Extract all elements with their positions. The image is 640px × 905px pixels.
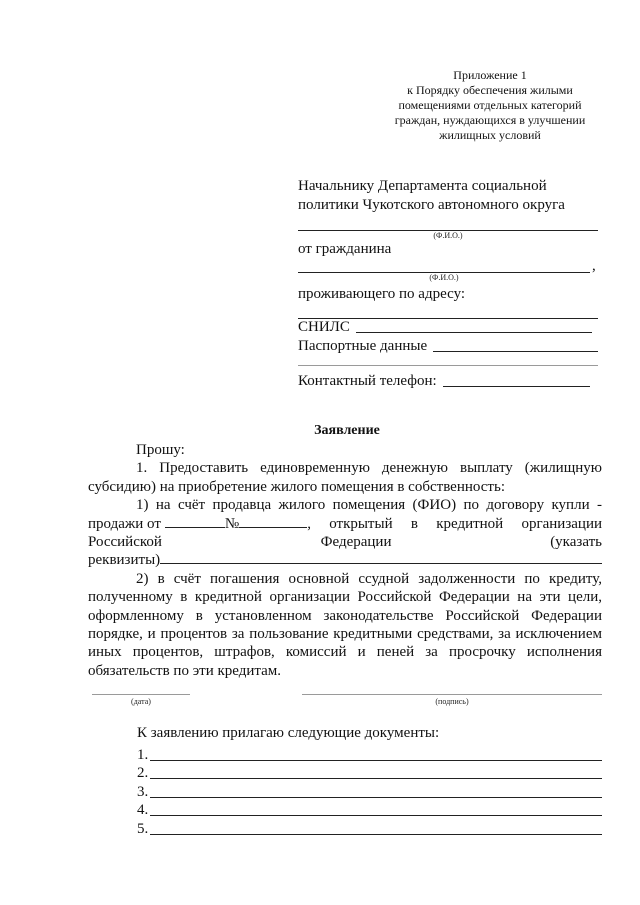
phone-row [298, 371, 590, 391]
passport-label: Паспортные данные [298, 338, 428, 354]
snils-label: СНИЛС [298, 319, 350, 335]
phone-field[interactable] [443, 371, 590, 387]
attachments-label: К заявлению прилагаю следующие документы: [137, 725, 440, 741]
list-item [137, 782, 602, 801]
addressee-line-1: Начальнику Департамента социальной [298, 178, 547, 194]
word-federation: Федерации [320, 534, 392, 551]
attachment-field[interactable] [150, 834, 602, 835]
attachment-field[interactable] [150, 760, 602, 761]
word-russian: Российской [88, 534, 162, 551]
appendix-line: Приложение 1 [453, 68, 527, 82]
attachment-number: 2. [137, 765, 149, 781]
requisites-label: реквизиты) [88, 552, 161, 569]
attachment-number: 3. [137, 783, 149, 800]
list-item [137, 745, 602, 764]
bank-opened-text [307, 515, 602, 533]
date-field[interactable] [92, 694, 190, 695]
signature-field[interactable] [302, 694, 602, 695]
attachment-number: 4. [137, 802, 149, 818]
list-item [137, 801, 602, 820]
fio-caption-1: (Ф.И.О.) [433, 231, 463, 240]
contract-date-field[interactable] [165, 527, 225, 528]
addressee-line-2: политики Чукотского автономного округа [298, 197, 565, 213]
contract-number-field[interactable] [239, 527, 307, 528]
paragraph-1-1-line-b [88, 515, 602, 533]
appendix-line: помещениями отдельных категорий [398, 98, 582, 112]
bank-opened-label: , открытый в кредитной организации [307, 515, 602, 532]
phone-label: Контактный телефон: [298, 373, 437, 389]
attachment-number: 1. [137, 746, 149, 763]
attachment-field[interactable] [150, 797, 602, 798]
appendix-line: граждан, нуждающихся в улучшении [394, 113, 586, 127]
attachments-list [137, 725, 602, 838]
sale-date-label: продажи от [88, 515, 161, 532]
statement-body [88, 441, 602, 680]
passport-row [298, 336, 598, 356]
snils-row [298, 317, 598, 337]
paragraph-1-1-line-a: 1) на счёт продавца жилого помещения (ФИО) по договору купли - [136, 497, 602, 514]
statement-title: Заявление [314, 423, 380, 438]
residing-label: проживающего по адресу: [298, 286, 466, 302]
appendix-header [380, 68, 600, 143]
requisites-field[interactable] [160, 563, 602, 564]
attachment-field[interactable] [150, 778, 602, 779]
word-specify: (указать [550, 534, 602, 551]
appendix-line: жилищных условий [439, 128, 541, 142]
contract-number-label: № [224, 515, 240, 532]
signature-caption: (подпись) [435, 697, 469, 706]
comma: , [592, 258, 596, 274]
passport-field[interactable] [433, 336, 598, 352]
paragraph-1-1-line-d [88, 551, 602, 569]
date-caption: (дата) [131, 697, 151, 706]
fio-caption-2: (Ф.И.О.) [429, 273, 459, 282]
ask-label: Прошу: [136, 442, 185, 458]
paragraph-2: 2) в счёт погашения основной ссудной задолженности по кредиту, полученному в кредитной организации Российской Федерации на эти цели, оформленному в установленном законодательстве Российской Федерации порядке, и процентов за пользование кредитными средствами, за исключением иных процентов, штрафов, комиссий и пеней за просрочку исполнения обязательств по эти кредитам. [88, 570, 602, 679]
list-item [137, 819, 602, 838]
appendix-line: к Порядку обеспечения жилыми [407, 83, 573, 97]
passport-extra-field[interactable] [298, 365, 598, 366]
snils-field[interactable] [356, 317, 592, 333]
paragraph-1: 1. Предоставить единовременную денежную выплату (жилищную субсидию) на приобретение жилого помещения в собственность: [88, 460, 602, 495]
from-citizen-label: от гражданина [298, 241, 392, 257]
list-item [137, 764, 602, 783]
attachment-number: 5. [137, 820, 149, 837]
attachment-field[interactable] [150, 815, 602, 816]
paragraph-1-1-line-c [88, 533, 602, 551]
